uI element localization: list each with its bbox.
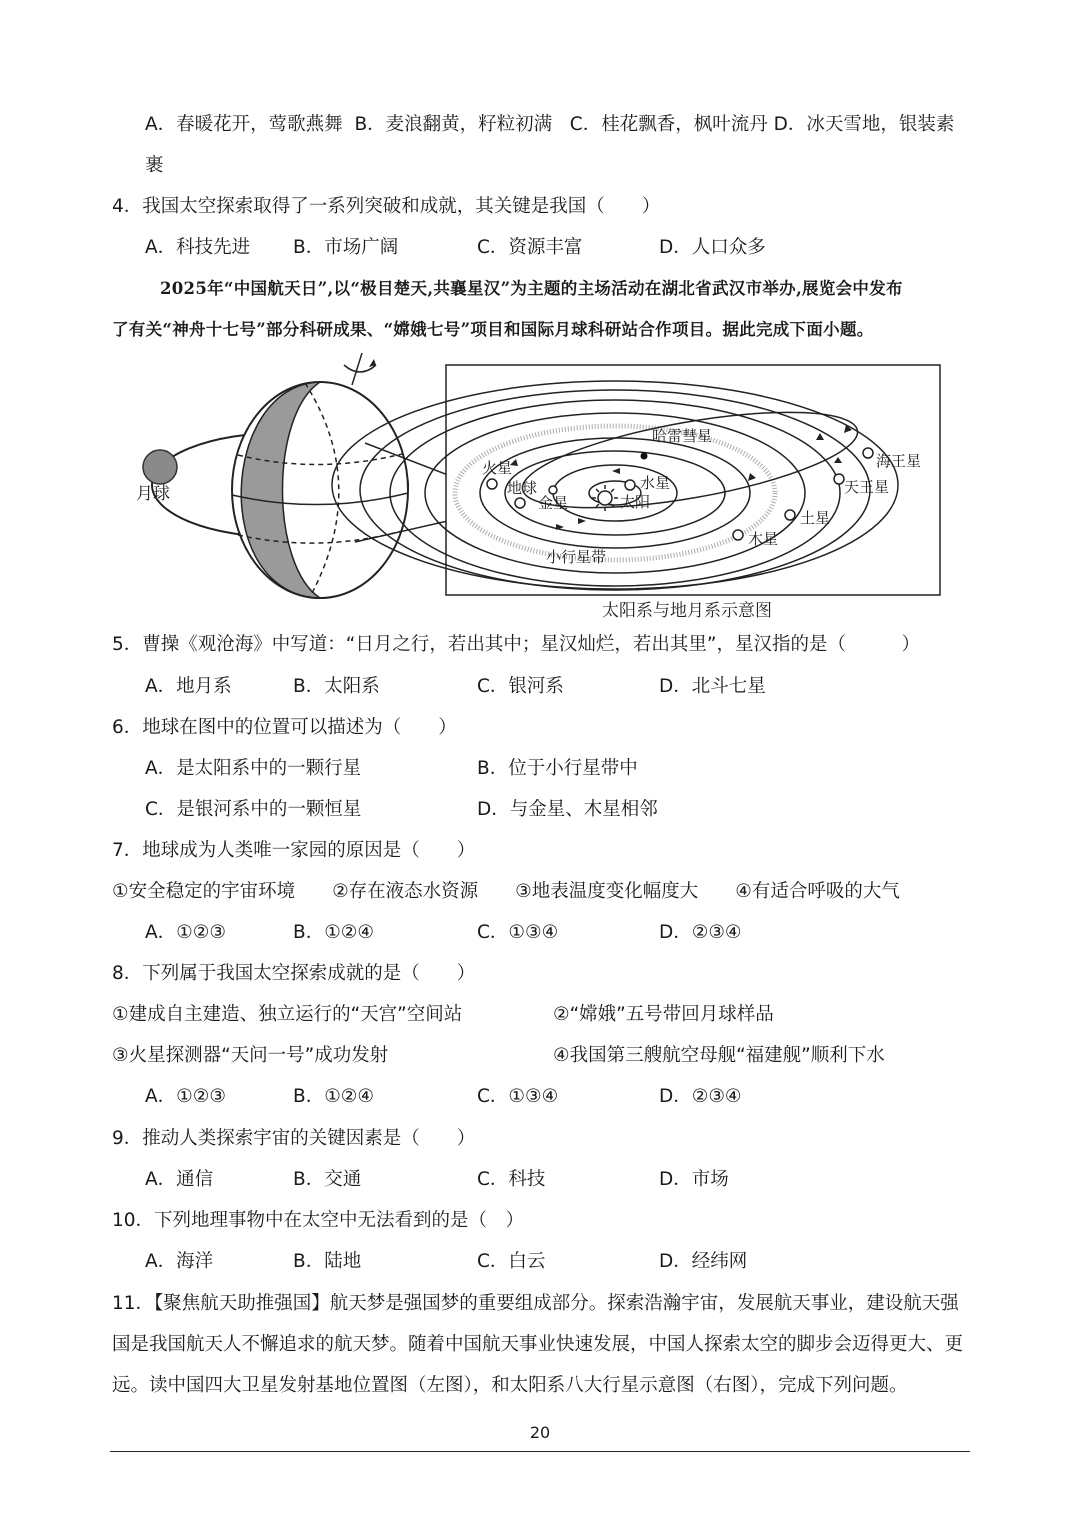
q3-option-b: B．麦浪翻黄，籽粒初满 <box>354 114 553 135</box>
q9-stem: 9．推动人类探索宇宙的关键因素是（ ） <box>112 1128 476 1149</box>
q10-option-d: D．经纬网 <box>659 1251 748 1272</box>
q8-item-4: ④我国第三艘航空母舰“福建舰”顺利下水 <box>553 1045 885 1066</box>
q10-option-b: B．陆地 <box>293 1251 362 1272</box>
earth-moon-system <box>136 353 408 598</box>
asteroid-belt-label: 小行星带 <box>546 548 607 566</box>
earth-axis <box>352 353 362 385</box>
q8-item-2: ②“嫦娥”五号带回月球样品 <box>553 1004 774 1025</box>
q10-option-a: A．海洋 <box>145 1251 214 1272</box>
q7-option-b: B．①②④ <box>293 922 374 943</box>
earth-globe <box>232 353 408 598</box>
footer-divider <box>110 1451 970 1452</box>
q9-option-d: D．市场 <box>659 1169 729 1190</box>
saturn-label: 土星 <box>800 509 831 527</box>
q9-option-a: A．通信 <box>145 1169 214 1190</box>
mars-label: 火星 <box>482 459 513 477</box>
q5-option-b: B．太阳系 <box>293 676 380 697</box>
q4-option-a: A．科技先进 <box>145 237 251 258</box>
uranus-planet <box>834 474 844 484</box>
q4-option-b: B．市场广阔 <box>293 237 399 258</box>
page-number: 20 <box>529 1423 551 1442</box>
solar-system-figure <box>130 345 950 630</box>
sun-label: 太阳 <box>620 493 651 511</box>
mercury-planet <box>625 480 635 490</box>
q8-option-d: D．②③④ <box>659 1086 742 1107</box>
q8-item-3: ③火星探测器“天问一号”成功发射 <box>112 1045 389 1066</box>
q3-option-c: C．桂花飘香，枫叶流丹 <box>569 114 768 135</box>
uranus-label: 天王星 <box>844 478 890 496</box>
q8-option-c: C．①③④ <box>477 1086 559 1107</box>
q6-option-a: A．是太阳系中的一颗行星 <box>145 758 362 779</box>
jupiter-label: 木星 <box>748 530 779 548</box>
q8-option-a: A．①②③ <box>145 1086 226 1107</box>
earth-planet <box>515 498 525 508</box>
mars-planet <box>487 479 497 489</box>
q4-option-c: C．资源丰富 <box>477 237 583 258</box>
q7-option-d: D．②③④ <box>659 922 742 943</box>
q5-option-d: D．北斗七星 <box>659 676 766 697</box>
intro-line-1: 2025年“中国航天日”,以“极目楚天,共襄星汉”为主题的主场活动在湖北省武汉市举办,展览会中发布 <box>160 279 903 298</box>
q11-line-1: 11．【聚焦航天助推强国】航天梦是强国梦的重要组成部分。探索浩瀚宇宙，发展航天事业，建设航天强 <box>112 1293 959 1314</box>
halley-comet-dot <box>641 453 648 460</box>
q5-stem: 5．曹操《观沧海》中写道：“日月之行，若出其中；星汉灿烂，若出其里”，星汉指的是（ ） <box>112 634 920 655</box>
q8-item-1: ①建成自主建造、独立运行的“天宫”空间站 <box>112 1004 463 1025</box>
q3-option-d-continued: 裹 <box>145 155 164 176</box>
figure-caption: 太阳系与地月系示意图 <box>602 601 772 621</box>
q10-option-c: C．白云 <box>477 1251 546 1272</box>
saturn-planet <box>785 510 795 520</box>
q5-option-a: A．地月系 <box>145 676 232 697</box>
moon-body <box>143 450 177 484</box>
neptune-label: 海王星 <box>876 452 922 470</box>
q6-option-b: B．位于小行星带中 <box>477 758 638 779</box>
moon-label: 月球 <box>136 484 170 504</box>
q11-line-3: 远。读中国四大卫星发射基地位置图（左图），和太阳系八大行星示意图（右图），完成下列问题。 <box>112 1375 908 1396</box>
q4-stem: 4．我国太空探索取得了一系列突破和成就，其关键是我国（ ） <box>112 196 661 217</box>
earth-label: 地球 <box>507 479 538 497</box>
q10-stem: 10．下列地理事物中在太空中无法看到的是（ ） <box>112 1210 525 1231</box>
neptune-planet <box>863 448 873 458</box>
solar-system-panel <box>332 365 940 621</box>
jupiter-planet <box>733 530 743 540</box>
q7-stem: 7．地球成为人类唯一家园的原因是（ ） <box>112 840 476 861</box>
q9-option-c: C．科技 <box>477 1169 546 1190</box>
venus-planet <box>549 486 557 494</box>
q6-option-d: D．与金星、木星相邻 <box>477 799 658 820</box>
q9-option-b: B．交通 <box>293 1169 362 1190</box>
q7-items: ①安全稳定的宇宙环境 ②存在液态水资源 ③地表温度变化幅度大 ④有适合呼吸的大气 <box>112 881 900 902</box>
q5-option-c: C．银河系 <box>477 676 564 697</box>
intro-line-2: 了有关“神舟十七号”部分科研成果、“嫦娥七号”项目和国际月球科研站合作项目。据此完成下面小题。 <box>112 320 874 339</box>
q8-stem: 8．下列属于我国太空探索成就的是（ ） <box>112 963 476 984</box>
mercury-label: 水星 <box>640 474 671 492</box>
q8-option-b: B．①②④ <box>293 1086 374 1107</box>
q6-stem: 6．地球在图中的位置可以描述为（ ） <box>112 717 457 738</box>
q4-option-d: D．人口众多 <box>659 237 766 258</box>
venus-label: 金星 <box>538 494 569 512</box>
q3-option-a: A．春暖花开，莺歌燕舞 <box>145 114 343 135</box>
q7-option-a: A．①②③ <box>145 922 226 943</box>
q3-option-d: D．冰天雪地，银装素 <box>773 114 955 135</box>
q11-line-2: 国是我国航天人不懈追求的航天梦。随着中国航天事业快速发展，中国人探索太空的脚步会迈得更大、更 <box>112 1334 964 1355</box>
q3-option-line <box>145 112 954 138</box>
halley-comet-label: 哈雷彗星 <box>652 427 713 445</box>
q6-option-c: C．是银河系中的一颗恒星 <box>145 799 362 820</box>
q7-option-c: C．①③④ <box>477 922 559 943</box>
